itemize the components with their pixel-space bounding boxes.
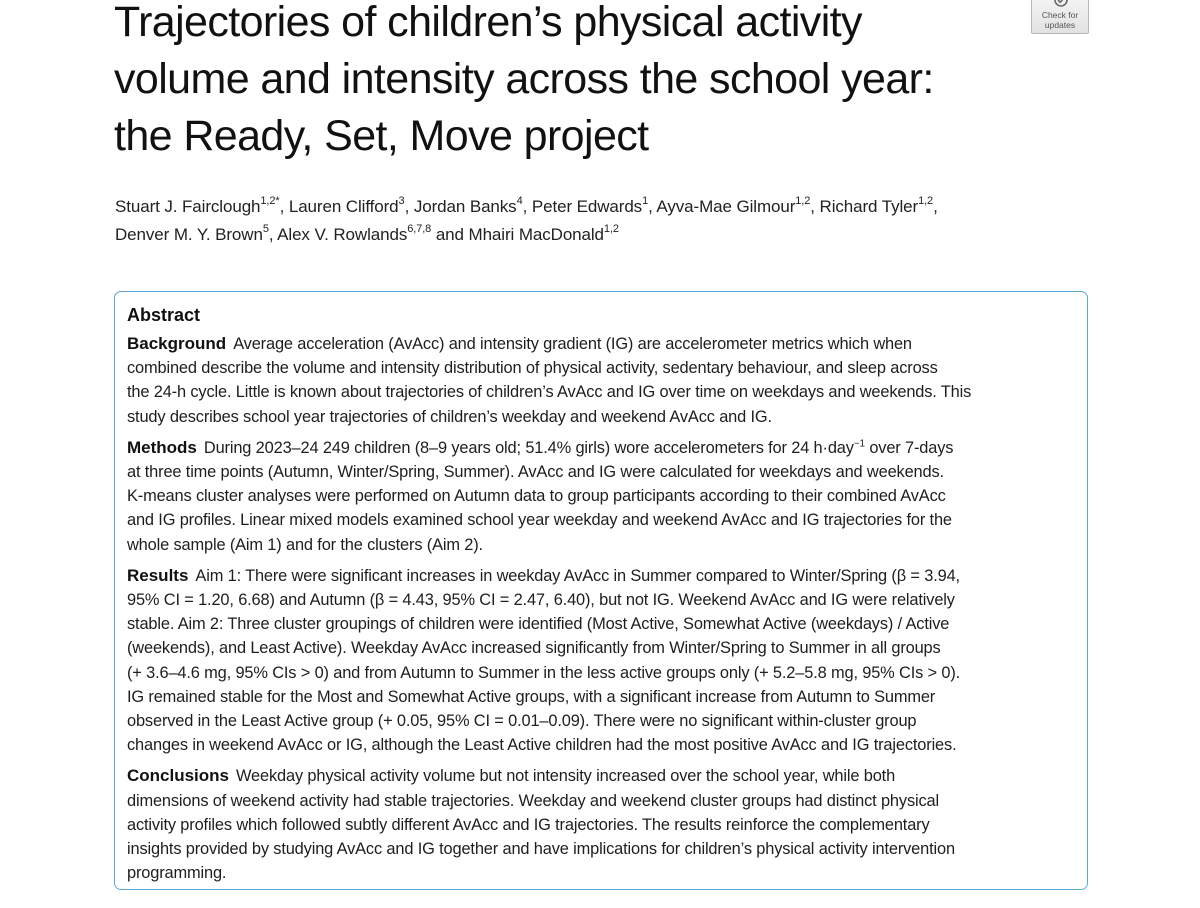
title-line-1: Trajectories of children’s physical activity [114, 0, 862, 46]
abstract-line: observed in the Least Active group (+ 0.05, 95% CI = 0.01–0.09). There were no significant within-cluster group [127, 712, 917, 731]
author-affiliation: 4 [516, 195, 523, 208]
abstract-line: activity profiles which followed subtly different AvAcc and IG trajectories. The results reinforce the complementary [127, 815, 930, 834]
paper-title [114, 0, 1014, 165]
author-affiliation: 6,7,8 [407, 223, 432, 236]
author-affiliation: 1,2* [260, 195, 280, 208]
abstract-line: Aim 1: There were significant increases in weekday AvAcc in Summer compared to Winter/Spring (β = 3.94, [195, 566, 960, 585]
abstract-line: study describes school year trajectories of children’s weekday and weekend AvAcc and IG. [127, 407, 772, 426]
unit-exponent: −1 [853, 438, 865, 450]
abstract-line: whole sample (Aim 1) and for the clusters (Aim 2). [127, 535, 483, 554]
title-line-2: volume and intensity across the school year: [114, 55, 934, 103]
abstract-background [127, 332, 1076, 429]
abstract-line: 95% CI = 1.20, 6.68) and Autumn (β = 4.43, 95% CI = 2.47, 6.40), but not IG. Weekend AvAcc and IG were relatively [127, 591, 955, 610]
author-affiliation: 1,2 [918, 195, 934, 208]
author-list [115, 193, 1075, 249]
abstract-line: IG remained stable for the Most and Somewhat Active groups, with a significant increase from Autumn to Summer [127, 687, 936, 706]
author-name[interactable]: Peter Edwards [531, 197, 643, 216]
author-name[interactable]: Jordan Banks [413, 197, 517, 216]
abstract-results [127, 564, 1076, 758]
author-name[interactable]: Stuart J. Fairclough [115, 197, 261, 216]
abstract-line: During 2023–24 249 children (8–9 years old; 51.4% girls) wore accelerometers for 24 h·day [203, 438, 854, 457]
author-affiliation: 3 [398, 195, 405, 208]
abstract-line: Weekday physical activity volume but not intensity increased over the school year, while both [236, 767, 896, 786]
author-name[interactable]: Richard Tyler [819, 197, 919, 216]
abstract-line: at three time points (Autumn, Winter/Spring, Summer). AvAcc and IG were calculated for weekdays and weekends. [127, 463, 944, 482]
author-name[interactable]: Denver M. Y. Brown [115, 225, 263, 244]
author-affiliation: 5 [262, 223, 269, 236]
check-for-updates-badge[interactable] [1031, 0, 1089, 34]
abstract-methods [127, 436, 1076, 557]
abstract-line: K-means cluster analyses were performed on Autumn data to group participants according to their combined AvAcc [127, 487, 946, 506]
abstract-line: (weekends), and Least Active). Weekday AvAcc increased significantly from Winter/Spring to Summer in all groups [127, 639, 941, 658]
abstract-line: dimensions of weekend activity had stable trajectories. Weekday and weekend cluster groups had distinct physical [127, 791, 939, 810]
author-affiliation: 1,2 [795, 195, 811, 208]
abstract-line: and IG profiles. Linear mixed models examined school year weekday and weekend AvAcc and IG trajectories for the [127, 511, 952, 530]
author-name[interactable]: Ayva-Mae Gilmour [656, 197, 796, 216]
abstract-line: Average acceleration (AvAcc) and intensity gradient (IG) are accelerometer metrics which when [233, 335, 912, 353]
abstract-line: combined describe the volume and intensity distribution of physical activity, sedentary behaviour, and sleep across [127, 359, 938, 378]
abstract-line: insights provided by studying AvAcc and IG together and have implications for children’s physical activity intervention [127, 840, 955, 859]
abstract-line: over 7-days [864, 438, 954, 457]
author-name[interactable]: Lauren Clifford [288, 197, 399, 216]
check-for-updates-icon [1054, 0, 1068, 7]
author-line-1: Stuart J. Fairclough$^{1,2*}$, Lauren Clifford$^3$, Jordan Banks$^4$, Peter Edwards$^1$, Ayva-Mae Gilmour$^{1,2}$, Richard Tyler$^{1,2}$, [115, 195, 938, 216]
check-for-updates-label: Check for updates [1041, 10, 1079, 30]
author-name[interactable]: Mhairi MacDonald [468, 225, 604, 244]
section-label: Results [127, 565, 189, 585]
author-name[interactable]: Alex V. Rowlands [277, 225, 408, 244]
abstract-line: (+ 3.6–4.6 mg, 95% CIs > 0) and from Autumn to Summer in the less active groups only (+ 5.2–5.8 mg, 95% CIs > 0). [127, 663, 961, 682]
abstract-line: programming. [127, 864, 227, 883]
abstract-line: the 24-h cycle. Little is known about trajectories of children’s AvAcc and IG over time on weekdays and weekends. This [127, 383, 972, 402]
author-line-2: Denver M. Y. Brown$^5$, Alex V. Rowlands$^{6,7,8}$ and Mhairi MacDonald$^{1,2}$ [115, 223, 619, 244]
abstract-line: changes in weekend AvAcc or IG, although the Least Active children had the most positive AvAcc and IG trajectories. [127, 736, 957, 755]
section-label: Conclusions [127, 766, 230, 786]
section-label: Background [127, 334, 227, 353]
section-label: Methods [127, 437, 197, 457]
abstract-conclusions [127, 764, 1076, 885]
author-affiliation: 1,2 [603, 223, 619, 236]
abstract-heading: Abstract [127, 305, 201, 325]
abstract-line: stable. Aim 2: Three cluster groupings of children were identified (Most Active, Somewhat Active (weekdays) / Active [127, 615, 950, 634]
author-affiliation: 1 [642, 195, 649, 208]
title-line-3: the Ready, Set, Move project [114, 112, 649, 160]
abstract-box [114, 291, 1088, 890]
